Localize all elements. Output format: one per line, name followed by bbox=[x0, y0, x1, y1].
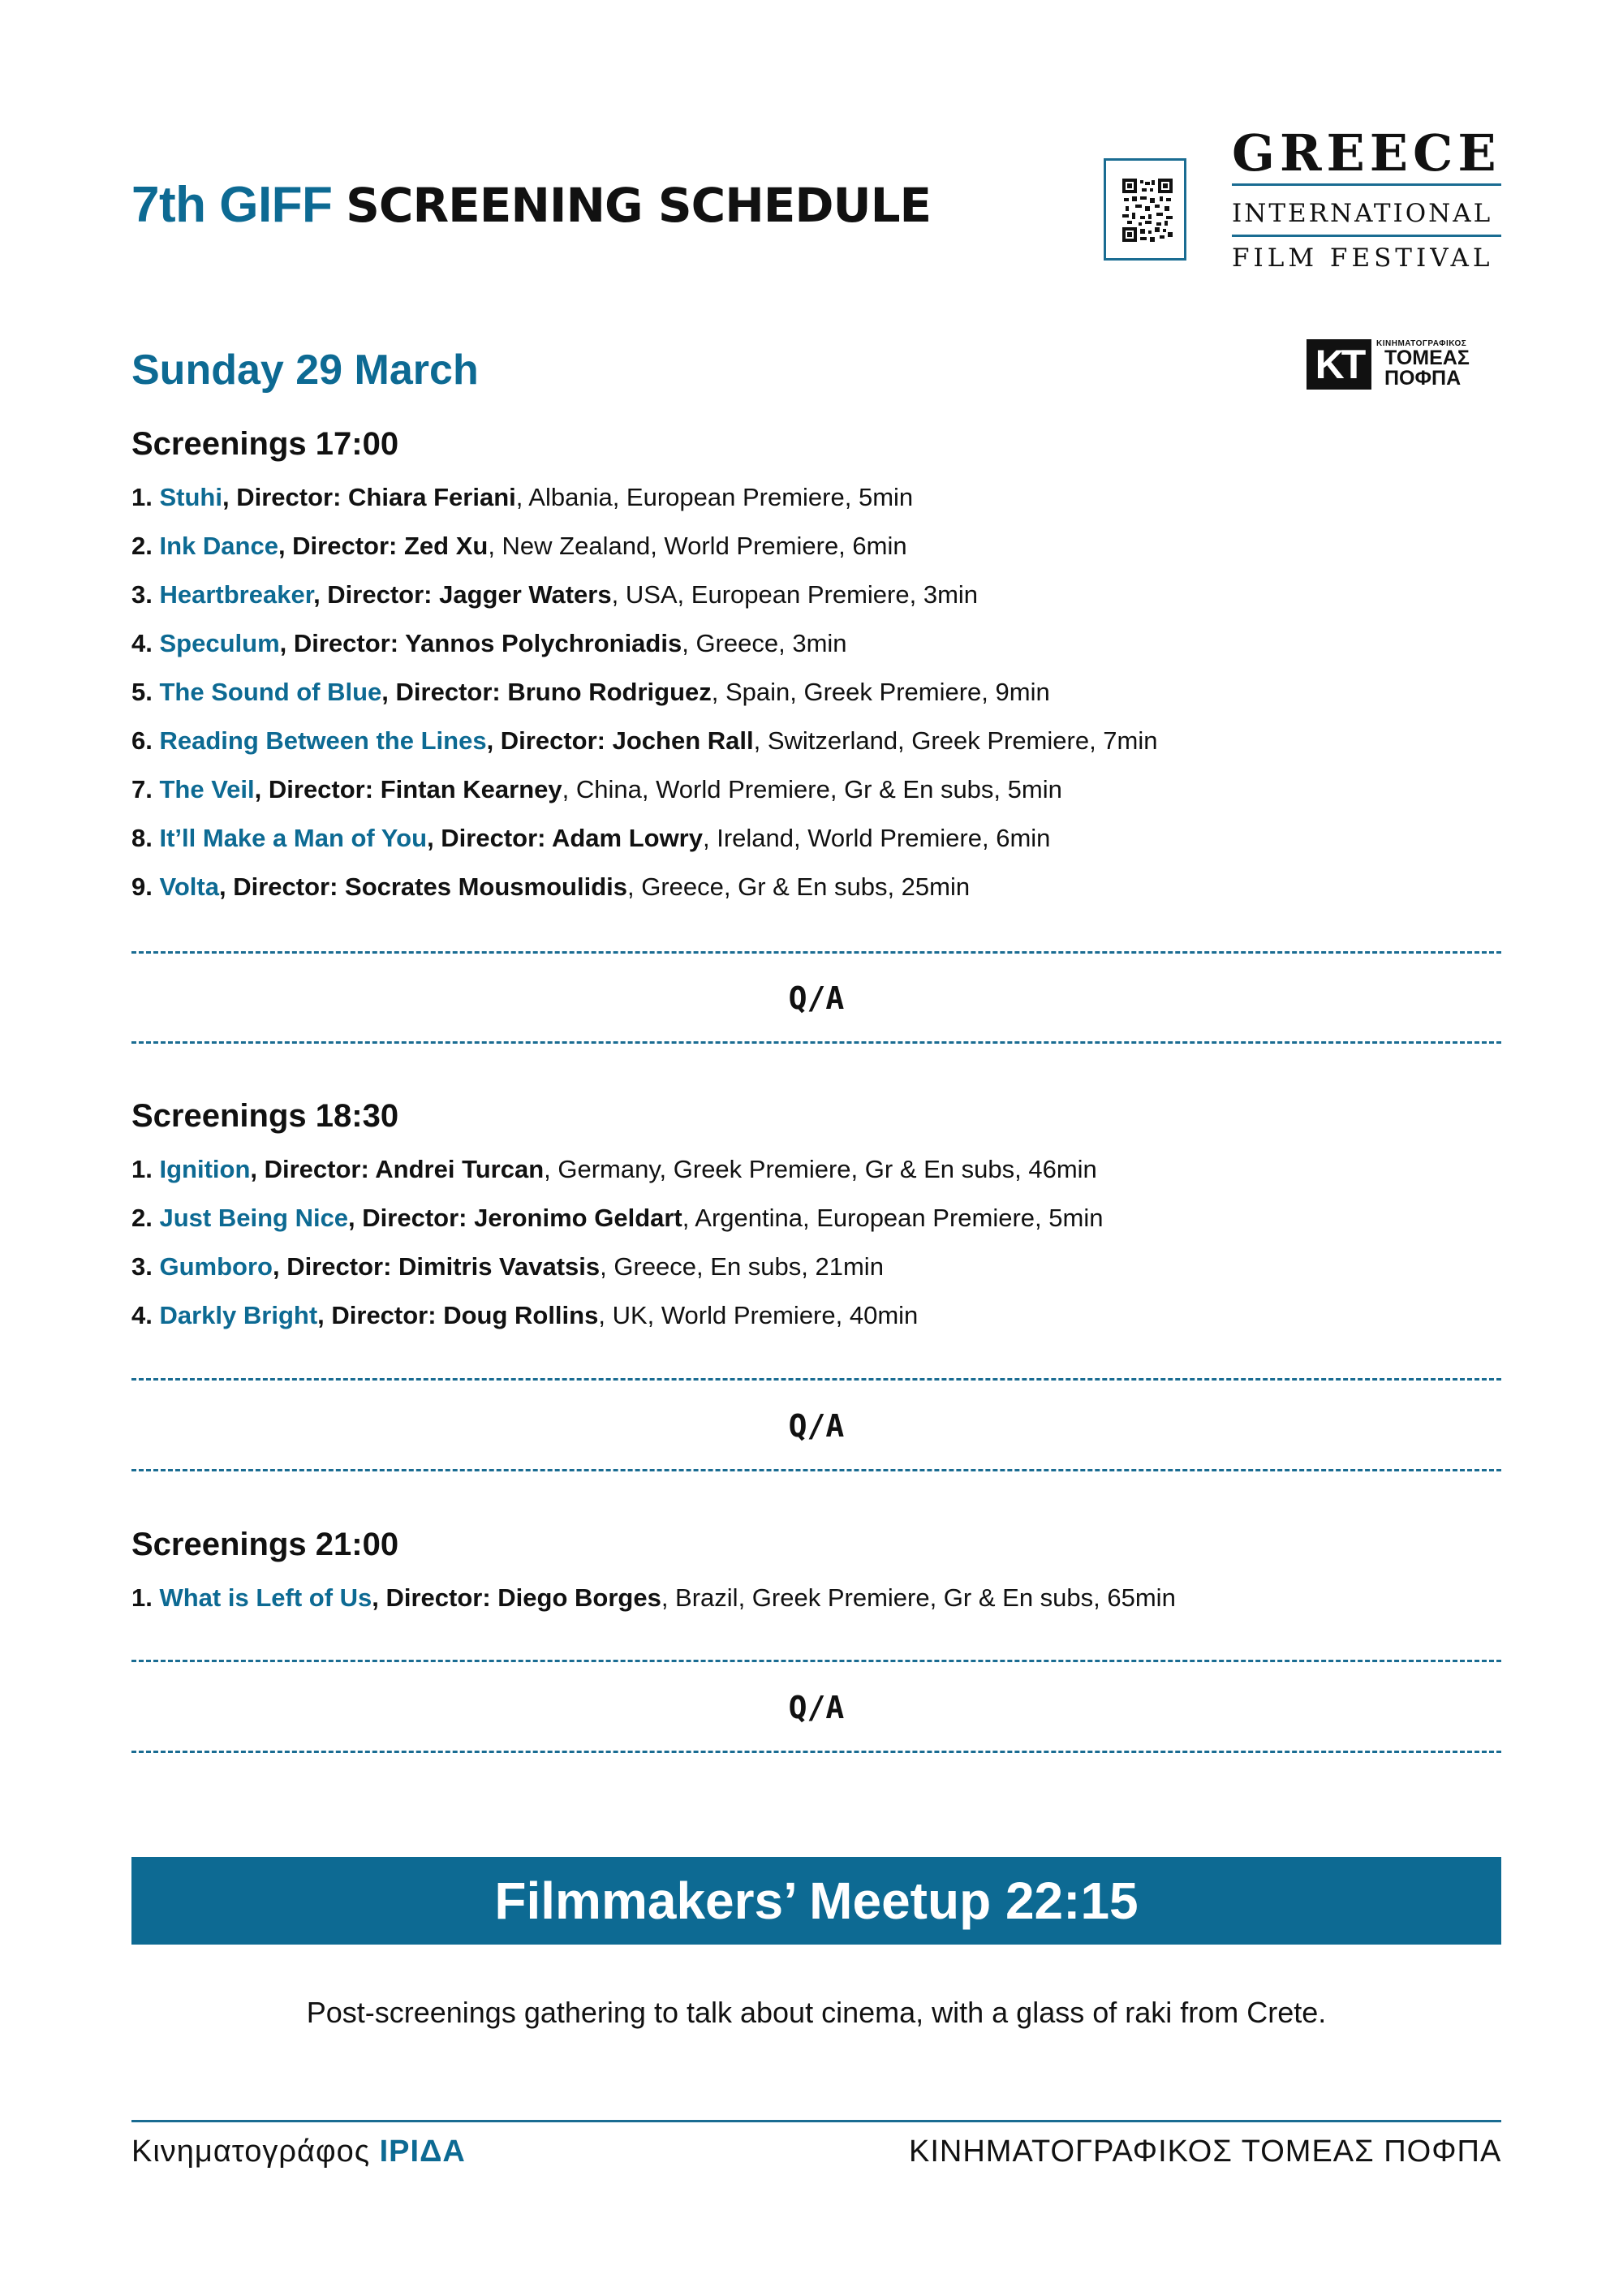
film-details: , China, World Premiere, Gr & En subs, 5min bbox=[562, 775, 1062, 803]
film-details: , UK, World Premiere, 40min bbox=[598, 1301, 919, 1329]
film-title-link[interactable]: Speculum bbox=[159, 629, 280, 657]
film-details: , Brazil, Greek Premiere, Gr & En subs, 65min bbox=[661, 1583, 1176, 1612]
qa-label: Q/A bbox=[788, 1408, 845, 1444]
director-label: , Director: bbox=[254, 775, 381, 803]
film-director: Diego Borges bbox=[497, 1583, 661, 1612]
qa-label: Q/A bbox=[788, 1690, 845, 1725]
film-number: 3. bbox=[131, 1252, 153, 1281]
film-number: 3. bbox=[131, 580, 153, 609]
film-director: Doug Rollins bbox=[443, 1301, 599, 1329]
film-entry bbox=[131, 1585, 1176, 1610]
page-title-schedule: SCREENING SCHEDULE bbox=[346, 178, 932, 233]
director-label: , Director: bbox=[250, 1155, 376, 1183]
film-entry bbox=[131, 582, 978, 607]
film-title-link[interactable]: Volta bbox=[159, 872, 219, 901]
director-label: , Director: bbox=[427, 824, 552, 852]
film-details: , Ireland, World Premiere, 6min bbox=[702, 824, 1051, 852]
film-number: 4. bbox=[131, 629, 153, 657]
film-number: 7. bbox=[131, 775, 153, 803]
dashed-divider bbox=[131, 1469, 1501, 1471]
film-director: Socrates Mousmoulidis bbox=[345, 872, 627, 901]
film-number: 4. bbox=[131, 1301, 153, 1329]
film-director: Adam Lowry bbox=[551, 824, 703, 852]
film-entry bbox=[131, 1205, 1103, 1230]
footer-venue bbox=[131, 2136, 466, 2167]
director-label: , Director: bbox=[279, 629, 406, 657]
sponsor-logo-line1: ΤΟΜΕΑΣ bbox=[1384, 347, 1470, 369]
film-entry bbox=[131, 777, 1062, 802]
director-label: , Director: bbox=[317, 1301, 444, 1329]
film-details: , Greece, En subs, 21min bbox=[600, 1252, 884, 1281]
director-label: , Director: bbox=[381, 678, 508, 706]
film-details: , Greece, Gr & En subs, 25min bbox=[626, 872, 971, 901]
session-title: Screenings 18:30 bbox=[131, 1098, 399, 1134]
festival-logo-greece: GREECE bbox=[1232, 123, 1501, 183]
sponsor-logo-mark: KT bbox=[1307, 339, 1371, 390]
film-number: 1. bbox=[131, 1155, 153, 1183]
sponsor-logo-line2: ΠΟΦΠΑ bbox=[1384, 367, 1462, 390]
sponsor-logo-small-text: ΚΙΝΗΜΑΤΟΓΡΑΦΙΚΟΣ bbox=[1376, 339, 1467, 348]
film-director: Chiara Feriani bbox=[348, 483, 516, 511]
film-details: , Germany, Greek Premiere, Gr & En subs, 46min bbox=[544, 1155, 1097, 1183]
film-entry bbox=[131, 728, 1158, 753]
film-title-link[interactable]: What is Left of Us bbox=[159, 1583, 372, 1612]
film-number: 1. bbox=[131, 1583, 153, 1612]
dashed-divider bbox=[131, 1660, 1501, 1662]
session-title: Screenings 21:00 bbox=[131, 1527, 399, 1562]
film-entry bbox=[131, 1254, 884, 1279]
film-title-link[interactable]: The Sound of Blue bbox=[159, 678, 382, 706]
film-details: , USA, European Premiere, 3min bbox=[611, 580, 979, 609]
film-number: 8. bbox=[131, 824, 153, 852]
film-title-link[interactable]: Just Being Nice bbox=[159, 1204, 349, 1232]
film-details: , Spain, Greek Premiere, 9min bbox=[711, 678, 1050, 706]
film-details: , Greece, 3min bbox=[682, 629, 847, 657]
film-entry bbox=[131, 533, 907, 558]
footer-organizer: ΚΙΝΗΜΑΤΟΓΡΑΦΙΚΟΣ ΤΟΜΕΑΣ ΠΟΦΠΑ bbox=[909, 2134, 1502, 2169]
festival-logo-international: INTERNATIONAL bbox=[1232, 199, 1493, 228]
film-entry bbox=[131, 485, 913, 510]
film-entry bbox=[131, 1303, 918, 1328]
sponsor-logo bbox=[1307, 339, 1503, 390]
film-title-link[interactable]: The Veil bbox=[159, 775, 255, 803]
film-title-link[interactable]: Gumboro bbox=[159, 1252, 273, 1281]
page-title-festival: 7th GIFF bbox=[131, 177, 333, 233]
film-number: 6. bbox=[131, 726, 153, 755]
festival-logo-rule bbox=[1232, 235, 1501, 237]
footer-venue-prefix: Κινηματογράφος bbox=[131, 2134, 380, 2169]
dashed-divider bbox=[131, 1751, 1501, 1753]
director-label: , Director: bbox=[348, 1204, 475, 1232]
festival-logo-film-festival: FILM FESTIVAL bbox=[1232, 243, 1494, 273]
director-label: , Director: bbox=[278, 532, 404, 560]
film-entry bbox=[131, 1157, 1097, 1182]
session-title: Screenings 17:00 bbox=[131, 426, 399, 462]
director-label: , Director: bbox=[486, 726, 613, 755]
film-number: 9. bbox=[131, 872, 153, 901]
page-title bbox=[131, 177, 932, 233]
film-director: Yannos Polychroniadis bbox=[405, 629, 682, 657]
film-entry bbox=[131, 631, 847, 656]
film-number: 5. bbox=[131, 678, 153, 706]
film-title-link[interactable]: Heartbreaker bbox=[159, 580, 314, 609]
dashed-divider bbox=[131, 1378, 1501, 1381]
film-director: Andrei Turcan bbox=[375, 1155, 545, 1183]
film-director: Dimitris Vavatsis bbox=[398, 1252, 601, 1281]
film-entry bbox=[131, 874, 970, 899]
film-details: , Albania, European Premiere, 5min bbox=[515, 483, 914, 511]
film-entry bbox=[131, 825, 1050, 851]
film-director: Jagger Waters bbox=[439, 580, 612, 609]
qr-code-frame[interactable] bbox=[1104, 158, 1186, 261]
film-title-link[interactable]: Stuhi bbox=[159, 483, 222, 511]
footer-rule bbox=[131, 2120, 1501, 2122]
film-number: 2. bbox=[131, 1204, 153, 1232]
film-details: , Argentina, European Premiere, 5min bbox=[682, 1204, 1104, 1232]
meetup-banner bbox=[131, 1857, 1501, 1945]
film-director: Jochen Rall bbox=[612, 726, 754, 755]
festival-logo-rule bbox=[1232, 183, 1501, 186]
film-title-link[interactable]: Darkly Bright bbox=[159, 1301, 318, 1329]
film-details: , Switzerland, Greek Premiere, 7min bbox=[753, 726, 1158, 755]
dashed-divider bbox=[131, 1041, 1501, 1044]
meetup-description: Post-screenings gathering to talk about cinema, with a glass of raki from Crete. bbox=[306, 1996, 1327, 2029]
qa-label: Q/A bbox=[788, 980, 845, 1016]
film-title-link[interactable]: Reading Between the Lines bbox=[159, 726, 487, 755]
film-number: 1. bbox=[131, 483, 153, 511]
director-label: , Director: bbox=[222, 483, 349, 511]
film-title-link[interactable]: Ignition bbox=[159, 1155, 251, 1183]
film-details: , New Zealand, World Premiere, 6min bbox=[488, 532, 907, 560]
film-director: Zed Xu bbox=[403, 532, 489, 560]
film-number: 2. bbox=[131, 532, 153, 560]
film-title-link[interactable]: It’ll Make a Man of You bbox=[159, 824, 428, 852]
director-label: , Director: bbox=[372, 1583, 498, 1612]
film-entry bbox=[131, 679, 1050, 704]
film-director: Bruno Rodriguez bbox=[507, 678, 712, 706]
footer-venue-name: ΙΡΙΔΑ bbox=[379, 2134, 466, 2169]
dashed-divider bbox=[131, 951, 1501, 954]
film-director: Fintan Kearney bbox=[380, 775, 562, 803]
film-director: Jeronimo Geldart bbox=[474, 1204, 682, 1232]
qr-code-icon bbox=[1122, 179, 1173, 242]
day-heading: Sunday 29 March bbox=[131, 347, 479, 394]
meetup-title: Filmmakers’ Meetup 22:15 bbox=[494, 1872, 1139, 1930]
film-title-link[interactable]: Ink Dance bbox=[159, 532, 278, 560]
director-label: , Director: bbox=[313, 580, 440, 609]
director-label: , Director: bbox=[272, 1252, 399, 1281]
director-label: , Director: bbox=[218, 872, 346, 901]
